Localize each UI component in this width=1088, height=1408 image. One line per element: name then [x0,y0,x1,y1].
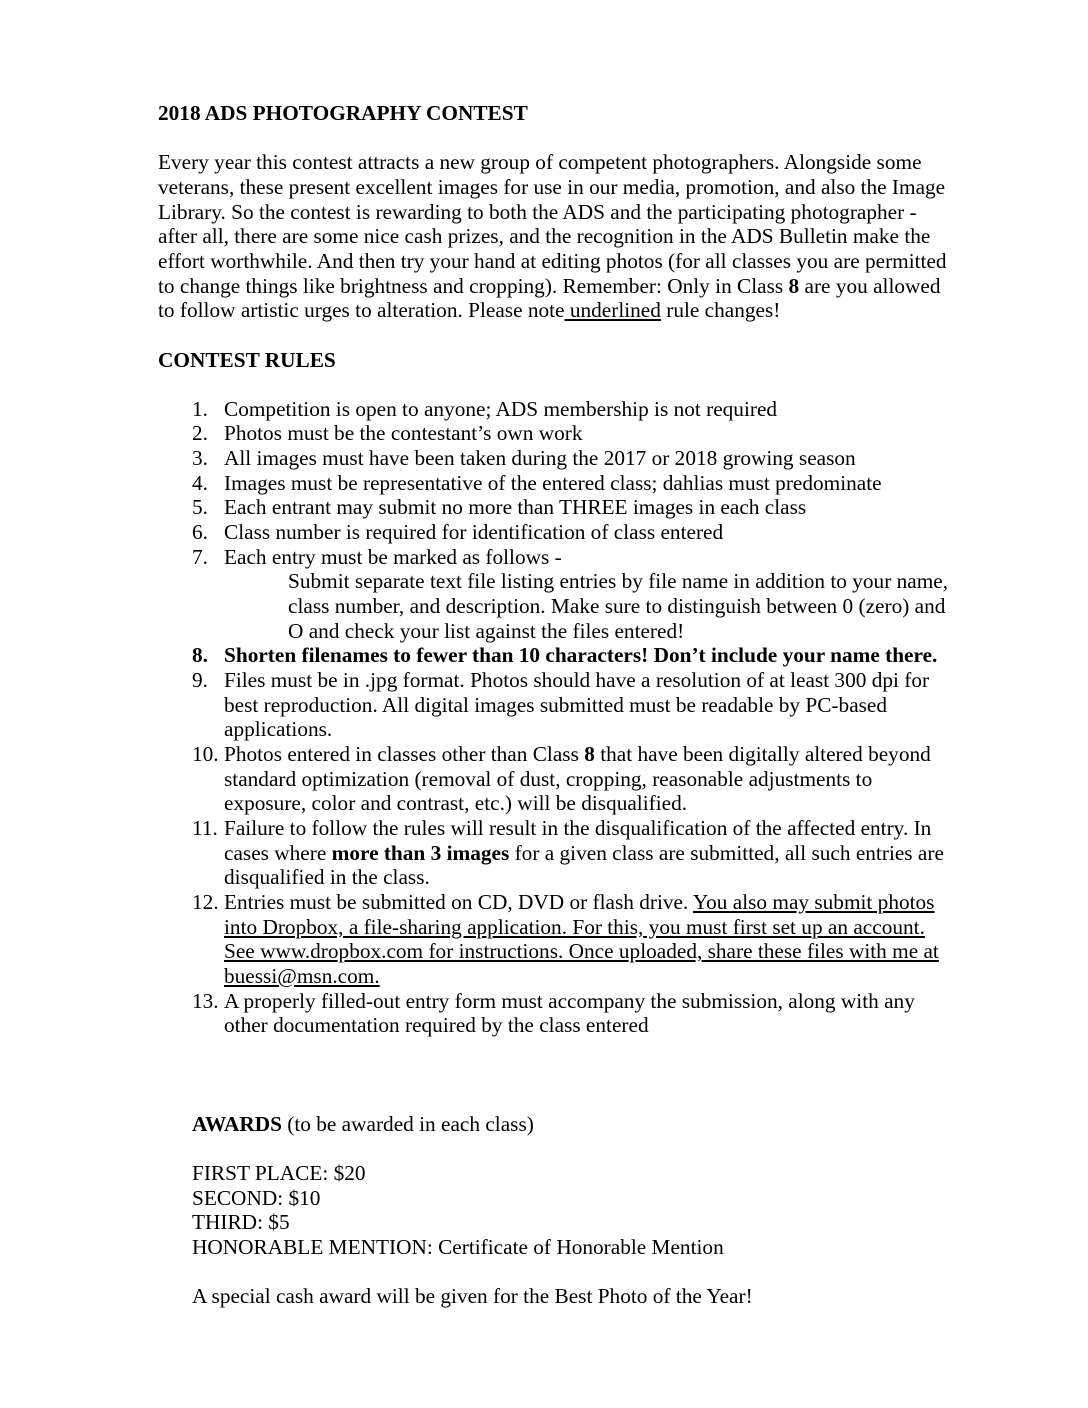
rule-sub-text [158,569,970,643]
text-line: AWARDS (to be awarded in each class) [192,1111,534,1136]
blank-line [158,323,970,348]
rule-item [158,643,970,668]
text-line: A properly filled-out entry form must accompany the submission, along with any [224,988,915,1013]
awards-heading [192,1112,970,1137]
rule-number: 13. [192,988,219,1013]
contest-rules-heading: CONTEST RULES [158,347,336,372]
text-line: into Dropbox, a file-sharing application. For this, you must first set up an account. [224,914,925,939]
rule-item [158,890,970,989]
rule-text [224,446,970,471]
text-line: Files must be in .jpg format. Photos should have a resolution of at least 300 dpi for [224,668,930,693]
rule-item [158,545,970,570]
text-line: exposure, color and contrast, etc.) will be disqualified. [224,791,688,816]
rule-text [224,421,970,446]
text-line: veterans, these present excellent images for use in our media, promotion, and also the Image [158,174,946,199]
rule-number: 3. [192,446,208,471]
rules-list [158,397,970,1038]
blank-line [192,1136,970,1161]
rule-item [158,397,970,422]
text-line: Every year this contest attracts a new group of competent photographers. Alongside some [158,150,922,175]
text-line: Each entrant may submit no more than THREE images in each class [224,495,807,520]
text-line: best reproduction. All digital images submitted must be readable by PC-based [224,692,888,717]
text-line: buessi@msn.com. [224,963,380,988]
rule-item [158,742,970,816]
intro-paragraph [158,150,970,323]
rule-text [224,668,970,742]
text-line: Class number is required for identification of class entered [224,520,724,545]
rule-number: 9. [192,668,208,693]
text-line: All images must have been taken during the 2017 or 2018 growing season [224,446,856,471]
rule-number: 1. [192,396,208,421]
rule-number: 12. [192,889,219,914]
text-line: Competition is open to anyone; ADS membership is not required [224,396,778,421]
text-line: to change things like brightness and cropping). Remember: Only in Class 8 are you allowed [158,273,941,298]
rule-number: 5. [192,495,208,520]
text-line: SECOND: $10 [192,1185,321,1210]
text-line: THIRD: $5 [192,1210,290,1235]
blank-space [158,1038,970,1112]
rule-item [158,446,970,471]
rule-number: 4. [192,470,208,495]
text-line: Library. So the contest is rewarding to both the ADS and the participating photographer - [158,199,917,224]
text-line: disqualified in the class. [224,865,430,890]
rule-text [224,890,970,989]
rule-number: 7. [192,544,208,569]
text-line: Images must be representative of the entered class; dahlias must predominate [224,470,882,495]
text-line: FIRST PLACE: $20 [192,1161,366,1186]
rule-item [158,520,970,545]
text-line: Failure to follow the rules will result in the disqualification of the affected entry. In [224,815,932,840]
text-line: Each entry must be marked as follows - [224,544,562,569]
rule-item [158,989,970,1038]
text-line: other documentation required by the class entered [224,1013,649,1038]
rule-text [224,545,970,570]
rule-item [158,471,970,496]
rule-item [158,816,970,890]
text-line: cases where more than 3 images for a given class are submitted, all such entries are [224,840,944,865]
rule-text [224,989,970,1038]
document-title: 2018 ADS PHOTOGRAPHY CONTEST [158,101,528,125]
blank-line [158,372,970,397]
rule-text [224,397,970,422]
text-line: class number, and description. Make sure to distinguish between 0 (zero) and [288,594,946,619]
rule-number: 10. [192,742,219,767]
text-line: A special cash award will be given for the Best Photo of the Year! [192,1284,753,1309]
text-line: standard optimization (removal of dust, cropping, reasonable adjustments to [224,766,873,791]
text-line: Photos entered in classes other than Class 8 that have been digitally altered beyond [224,742,931,767]
text-line: effort worthwhile. And then try your hand at editing photos (for all classes you are permitted [158,248,947,273]
rule-number: 11. [192,815,218,840]
awards-prize-list [192,1161,970,1260]
text-line: See www.dropbox.com for instructions. Once uploaded, share these files with me at [224,939,939,964]
rule-number: 8. [192,643,208,668]
rule-text [224,742,970,816]
rule-text [224,816,970,890]
rule-text [224,495,970,520]
text-line: Entries must be submitted on CD, DVD or flash drive. You also may submit photos [224,889,935,914]
rule-item [158,421,970,446]
text-line: HONORABLE MENTION: Certificate of Honorable Mention [192,1235,724,1260]
blank-line [158,126,970,151]
rule-text [224,643,970,668]
rule-item [158,668,970,742]
rule-number: 6. [192,520,208,545]
text-line: Photos must be the contestant’s own work [224,421,583,446]
awards-footer [192,1284,970,1309]
text-line: Shorten filenames to fewer than 10 characters! Don’t include your name there. [224,643,938,668]
rule-number: 2. [192,421,208,446]
rule-text [224,520,970,545]
rule-text [224,471,970,496]
blank-line [192,1260,970,1285]
text-line: applications. [224,717,333,742]
text-line: to follow artistic urges to alteration. Please note underlined rule changes! [158,298,781,323]
text-line: after all, there are some nice cash prizes, and the recognition in the ADS Bulletin make the [158,224,931,249]
rule-item [158,495,970,520]
awards-section [158,1112,970,1309]
text-line: Submit separate text file listing entries by file name in addition to your name, [288,569,949,594]
text-line: O and check your list against the files entered! [288,618,685,643]
